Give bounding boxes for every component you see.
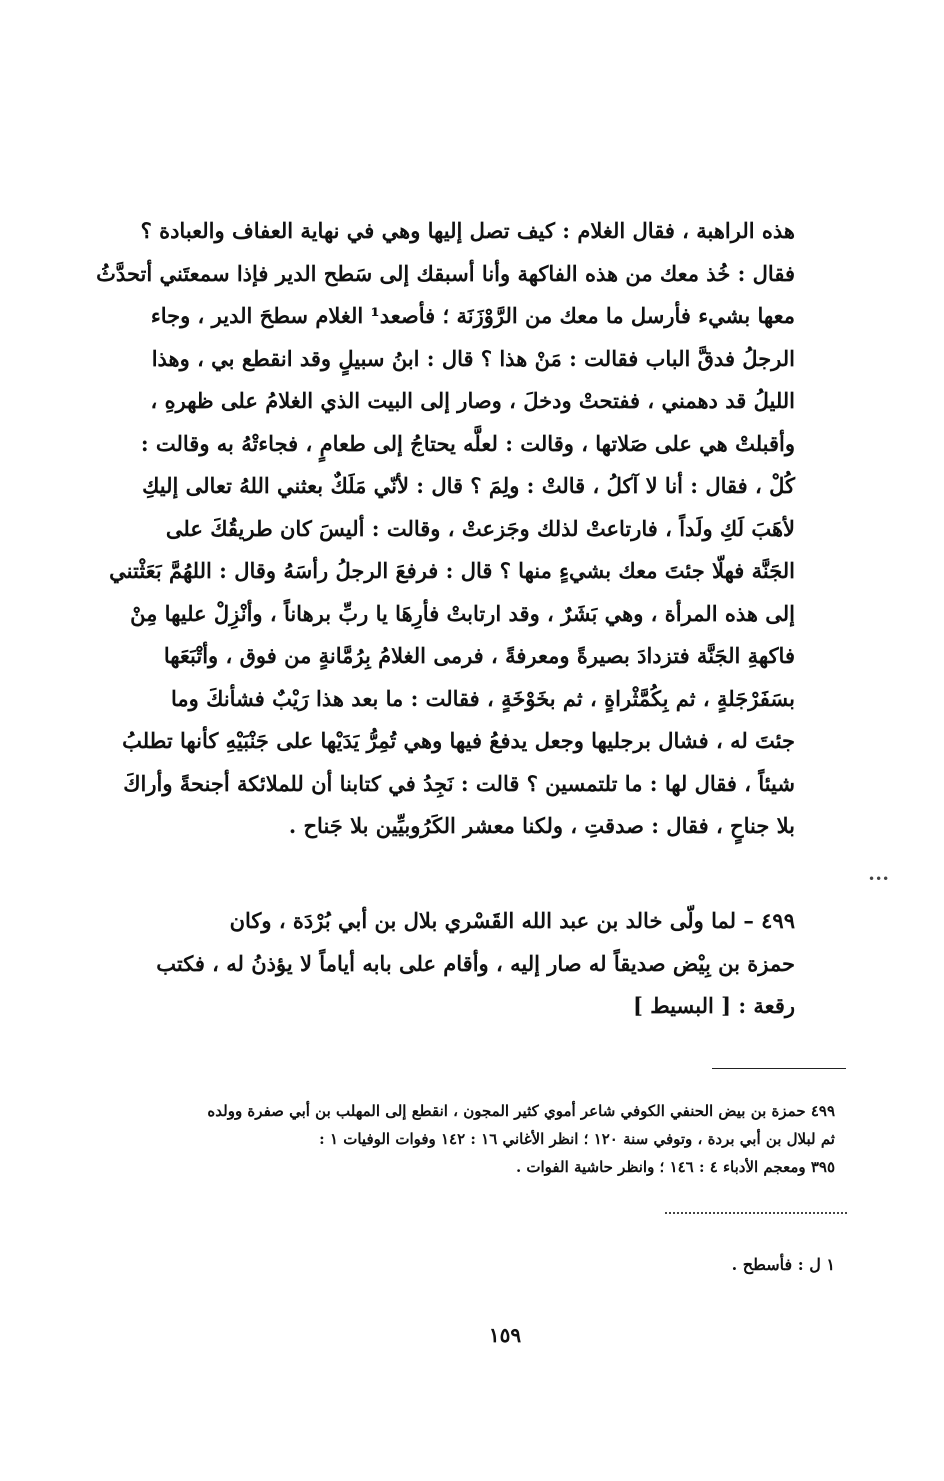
footnote-line: ثم لبلال بن أبي بردة ، وتوفي سنة ١٢٠ ؛ انظر الأغاني ١٦ : ١٤٢ وفوات الوفيات ١ : xyxy=(319,1130,835,1148)
text-line: بلا جناحٍ ، فقال : صدقتِ ، ولكنا معشر الكَرُوبيِّين بلا جَناح . xyxy=(288,813,795,838)
variant-note: ١ ل : فأسطح . xyxy=(731,1255,835,1274)
margin-ornament: ••• xyxy=(868,872,890,886)
text-line: جئتَ له ، فشال برجليها وجعل يدفعُ فيها وهي تُمِرُّ يَدَيْها على جَنْبَيْهِ كأنها تطلبُ xyxy=(122,728,795,753)
entry-line: حمزة بن بِيْض صديقاً له صار إليه ، وأقام على بابه أياماً لا يؤذنُ له ، فكتب xyxy=(156,950,795,976)
entry-line: ٤٩٩ – لما ولّى خالد بن عبد الله القَسْري بلال بن أبي بُرْدَة ، وكان xyxy=(229,908,795,933)
text-line: الليلُ قد دهمني ، ففتحتْ ودخلَ ، وصار إلى البيت الذي الغلامُ على ظهرهِ ، xyxy=(150,388,795,413)
footnote-line: ٤٩٩ حمزة بن بيض الحنفي الكوفي شاعر أموي كثير المجون ، انقطع إلى المهلب بن أبي صفرة وولده xyxy=(207,1102,835,1120)
text-line: وأقبلتْ هي على صَلاتها ، وقالت : لعلَّه يحتاجُ إلى طعامٍ ، فجاءتْهُ به وقالت : xyxy=(140,430,795,456)
text-line: هذه الراهبة ، فقال الغلام : كيف تصل إليها وهي في نهاية العفاف والعبادة ؟ xyxy=(140,218,795,243)
footnote-separator xyxy=(712,1068,846,1069)
dotted-separator xyxy=(665,1212,847,1214)
text-line: بسَفَرْجَلةٍ ، ثم بِكُمَّثْراةٍ ، ثم بخَوْخَةٍ ، فقالت : ما بعد هذا رَيْبٌ فشأنكَ وما xyxy=(171,685,795,711)
text-line: فاكهةِ الجَنَّة فتزدادَ بصيرةً ومعرفةً ، فرمى الغلامُ بِرُمَّانةٍ من فوق ، وأتْبَعَها xyxy=(163,643,795,668)
text-line: الرجلُ فدقَّ الباب فقالت : مَنْ هذا ؟ قال : ابنُ سبيلٍ وقد انقطع بي ، وهذا xyxy=(151,345,795,371)
main-text xyxy=(96,210,795,848)
entry-499 xyxy=(156,900,795,1028)
text-line: الجَنَّة فهلّا جئتَ معك بشيءٍ منها ؟ قال : فرفعَ الرجلُ رأسَهُ وقال : اللهُمَّ بَعَثْتني xyxy=(109,558,795,583)
footnote-line: ٣٩٥ ومعجم الأدباء ٤ : ١٤٦ ؛ وانظر حاشية الفوات . xyxy=(515,1158,835,1176)
text-line: معها بشيء فأرسل ما معك من الرَّوْزَنَة ؛ فأصعد¹ الغلام سطحَ الدير ، وجاء xyxy=(150,303,795,328)
footnotes xyxy=(185,1097,835,1181)
entry-line: رقعة : [ البسيط ] xyxy=(632,993,795,1018)
text-line: لأهَبَ لَكِ ولَداً ، فارتاعتْ لذلك وجَزعتْ ، وقالت : أليسَ كان طريقُكَ على xyxy=(165,515,795,541)
text-line: إلى هذه المرأة ، وهي بَشَرٌ ، وقد ارتابتْ فأرِهَا يا ربِّ برهاناً ، وأنْزِلْ عليها مِنْ xyxy=(130,600,795,626)
text-line: كُلْ ، فقال : أنا لا آكلُ ، قالتْ : ولِمَ ؟ قال : لأنّي مَلَكٌ بعثني اللهُ تعالى إليكِ xyxy=(142,473,795,498)
page-number: ١٥٩ xyxy=(488,1323,522,1347)
text-line: شيئاً ، فقال لها : ما تلتمسين ؟ قالت : نَجِدُ في كتابنا أن للملائكة أجنحةً وأراكَ xyxy=(123,770,795,796)
text-line: فقال : خُذ معك من هذه الفاكهة وأنا أسبقك إلى سَطح الدير فإذا سمعتَني أتحدَّثُ xyxy=(96,260,795,286)
